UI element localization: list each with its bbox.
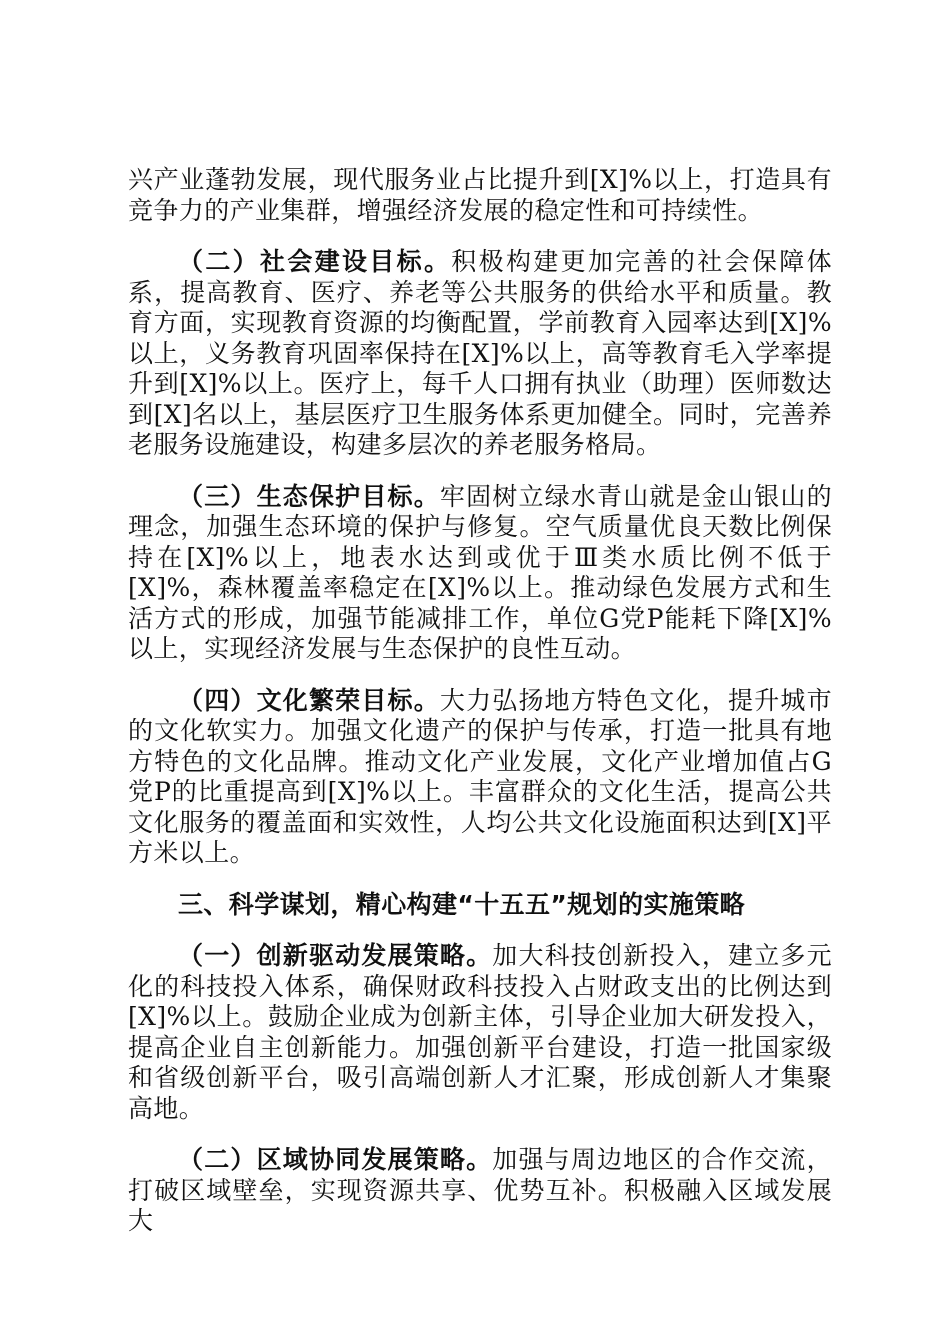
paragraph-innovation-strategy (128, 941, 832, 1124)
paragraph-industry-continuation (128, 165, 832, 226)
paragraph-body: 兴产业蓬勃发展，现代服务业占比提升到[X]%以上，打造具有竞争力的产业集群，增强经济发展的稳定性和可持续性。 (128, 165, 832, 225)
paragraph-body: 加强与周边地区的合作交流，打破区域壁垒，实现资源共享、优势互补。积极融入区域发展大 (128, 1145, 832, 1235)
paragraph-culture-goals (128, 686, 832, 869)
paragraph-body: 牢固树立绿水青山就是金山银山的理念，加强生态环境的保护与修复。空气质量优良天数比例保持在[X]%以上，地表水达到或优于Ⅲ类水质比例不低于[X]%，森林覆盖率稳定在[X]%以上。推动绿色发展方式和生活方式的形成，加强节能减排工作，单位G党P能耗下降[X]%以上，实现经济发展与生态保护的良性互动。 (128, 481, 832, 663)
paragraph-body: 加大科技创新投入，建立多元化的科技投入体系，确保财政科技投入占财政支出的比例达到[X]%以上。鼓励企业成为创新主体，引导企业加大研发投入，提高企业自主创新能力。加强创新平台建设，打造一批国家级和省级创新平台，吸引高端创新人才汇聚，形成创新人才集聚高地。 (128, 941, 832, 1123)
paragraph-lead-heading: （一）创新驱动发展策略。 (178, 941, 493, 970)
paragraph-body: 大力弘扬地方特色文化，提升城市的文化软实力。加强文化遗产的保护与传承，打造一批具有地方特色的文化品牌。推动文化产业发展，文化产业增加值占G党P的比重提高到[X]%以上。丰富群众的文化生活，提高公共文化服务的覆盖面和实效性，人均公共文化设施面积达到[X]平方米以上。 (128, 685, 832, 867)
paragraph-lead-heading: （四）文化繁荣目标。 (178, 685, 440, 715)
paragraph-lead-heading: （二）社会建设目标。 (178, 247, 452, 276)
paragraph-regional-strategy (128, 1145, 832, 1237)
paragraph-lead-heading: （三）生态保护目标。 (178, 481, 440, 511)
section-heading: 三、科学谋划，精心构建“十五五”规划的实施策略 (178, 889, 746, 919)
document-page (128, 165, 832, 1258)
paragraph-lead-heading: （二）区域协同发展策略。 (178, 1145, 493, 1174)
paragraph-social-goals (128, 247, 832, 461)
paragraph-ecology-goals (128, 482, 832, 665)
paragraph-body: 积极构建更加完善的社会保障体系，提高教育、医疗、养老等公共服务的供给水平和质量。教育方面，实现教育资源的均衡配置，学前教育入园率达到[X]%以上，义务教育巩固率保持在[X]%以上，高等教育毛入学率提升到[X]%以上。医疗上，每千人口拥有执业（助理）医师数达到[X]名以上，基层医疗卫生服务体系更加健全。同时，完善养老服务设施建设，构建多层次的养老服务格局。 (128, 247, 832, 459)
